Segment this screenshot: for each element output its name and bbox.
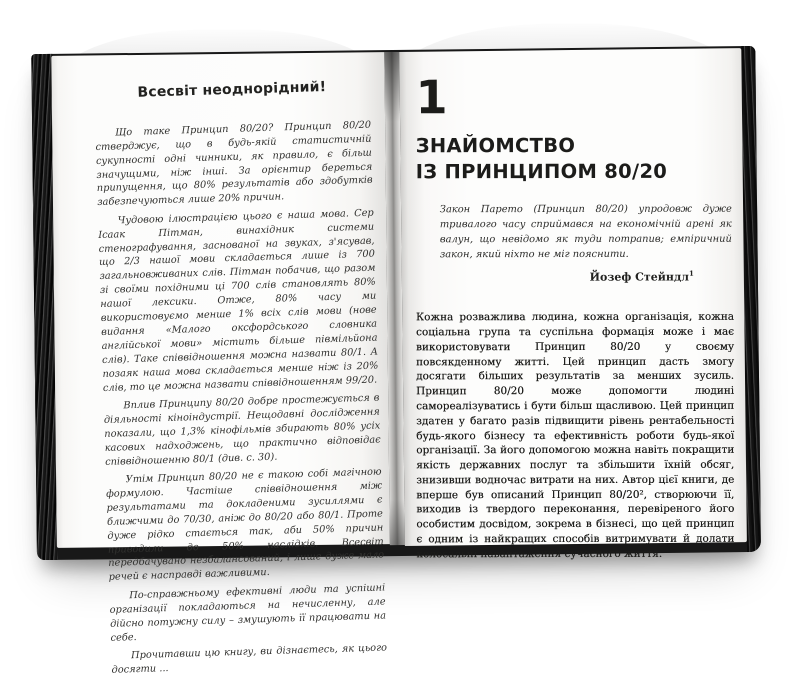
epigraph-footnote-marker: 1 (689, 269, 694, 279)
right-page-content (415, 70, 735, 562)
left-page (51, 52, 390, 676)
left-paragraph-4: Утім Принцип 80/20 не є такою собі магічною формулою. Частіше співвідношення між результатами та докладеними зусиллями є ближчими до 70/30, аніж до 80/20 або 80/1. Проте дуже рідко стається так, аби 50% причин приводили до 50% наслідків. Всесвіт передбачувано незбалансований, і лише дуже мало речей є насправді важливими. (105, 466, 385, 584)
open-book (32, 9, 767, 676)
chapter-title (416, 133, 734, 185)
right-page (399, 48, 747, 561)
left-paragraph-3: Вплив Принципу 80/20 добре простежується в діяльності кіноіндустрії. Нещодавні дослідження показали, що 1,3% кінофільмів збирають 80% усіх касових надходжень, що практично відповідає співвідношенню 80/1 (див. с. 30). (103, 392, 381, 468)
chapter-title-line-2: ІЗ ПРИНЦИПОМ 80/20 (415, 159, 668, 183)
epigraph: Закон Парето (Принцип 80/20) упродовж дуже тривалого часу сприймався на економічній арені як валун, що невідомо як туди потрапив; емпіричний закон, який ніхто не міг пояснити. (439, 204, 732, 261)
left-page-heading: Всесвіт неоднорідний! (137, 78, 327, 101)
left-page-content (94, 78, 388, 682)
epigraph-author-name: Йозеф Стейндл (589, 270, 690, 285)
left-paragraph-2: Чудовою ілюстрацією цього є наша мова. Сер Ісаак Пітман, винахідник системи стенографування, заснованої на звуках, з'ясував, що 2/3 нашої мови складається лише із 700 загальновживаних слів. Пітман побачив, що разом зі своїми похідними ці 700 слів становлять 80% нашої лексики. Отже, 80% часу ми використовуємо менше 1% всіх слів мови (нове видання «Малого оксфордського словника англійської мови» містить більше півмільйона слів). Таке співвідношення можна назвати 80/1. А позаяк наша мова складається менше ніж із 20% слів, то це можна назвати співвідношенням 99/20. (98, 207, 379, 394)
chapter-number: 1 (415, 70, 448, 125)
left-paragraph-6: Прочитавши цю книгу, ви дізнаєтесь, як цього досягти ... (111, 642, 388, 676)
left-paragraph-1: Що таке Принцип 80/20? Принцип 80/20 стверджує, що в будь-якій статистичній сукупності одні чинники, як правило, є більш значущими, ніж інші. За орієнтир береться припущення, що 80% результатів або здобутків забезпечуються лише 20% причин. (95, 119, 373, 209)
right-paragraph-1: Кожна розважлива людина, кожна організація, кожна соціальна група та суспільна формація може і має використовувати Принцип 80/20 у своєму повсякденному житті. Цей принцип дасть змогу досягати більших результатів за менших зусиль. Принцип 80/20 може допомогти людині самореалізуватись і бути більш щасливою. Цей принцип здатен у багато разів підвищити рівень рентабельності будь-якого бізнесу та ефективність роботи будь-якої організації. За його допомогою можна навіть покращити якість державних послуг та збільшити їхній обсяг, знизивши водночас витрати на них. Автор цієї книги, де вперше був описаний Принцип 80/20², створюючи її, виходив із твердого переконання, перевіреного його особистим досвідом, зокрема в бізнесі, що цей принцип є одним із найкращих способів витримувати й долати колосальні навантаження сучасного життя. (415, 310, 735, 561)
chapter-title-line-1: ЗНАЙОМСТВО (415, 133, 576, 158)
epigraph-author (416, 269, 734, 284)
book-cover-block (31, 46, 761, 676)
left-paragraph-5: По-справжньому ефективні люди та успішні організації покладаються на нечисленну, але дійсно потужну силу – змушують її працювати на себе. (109, 582, 387, 644)
